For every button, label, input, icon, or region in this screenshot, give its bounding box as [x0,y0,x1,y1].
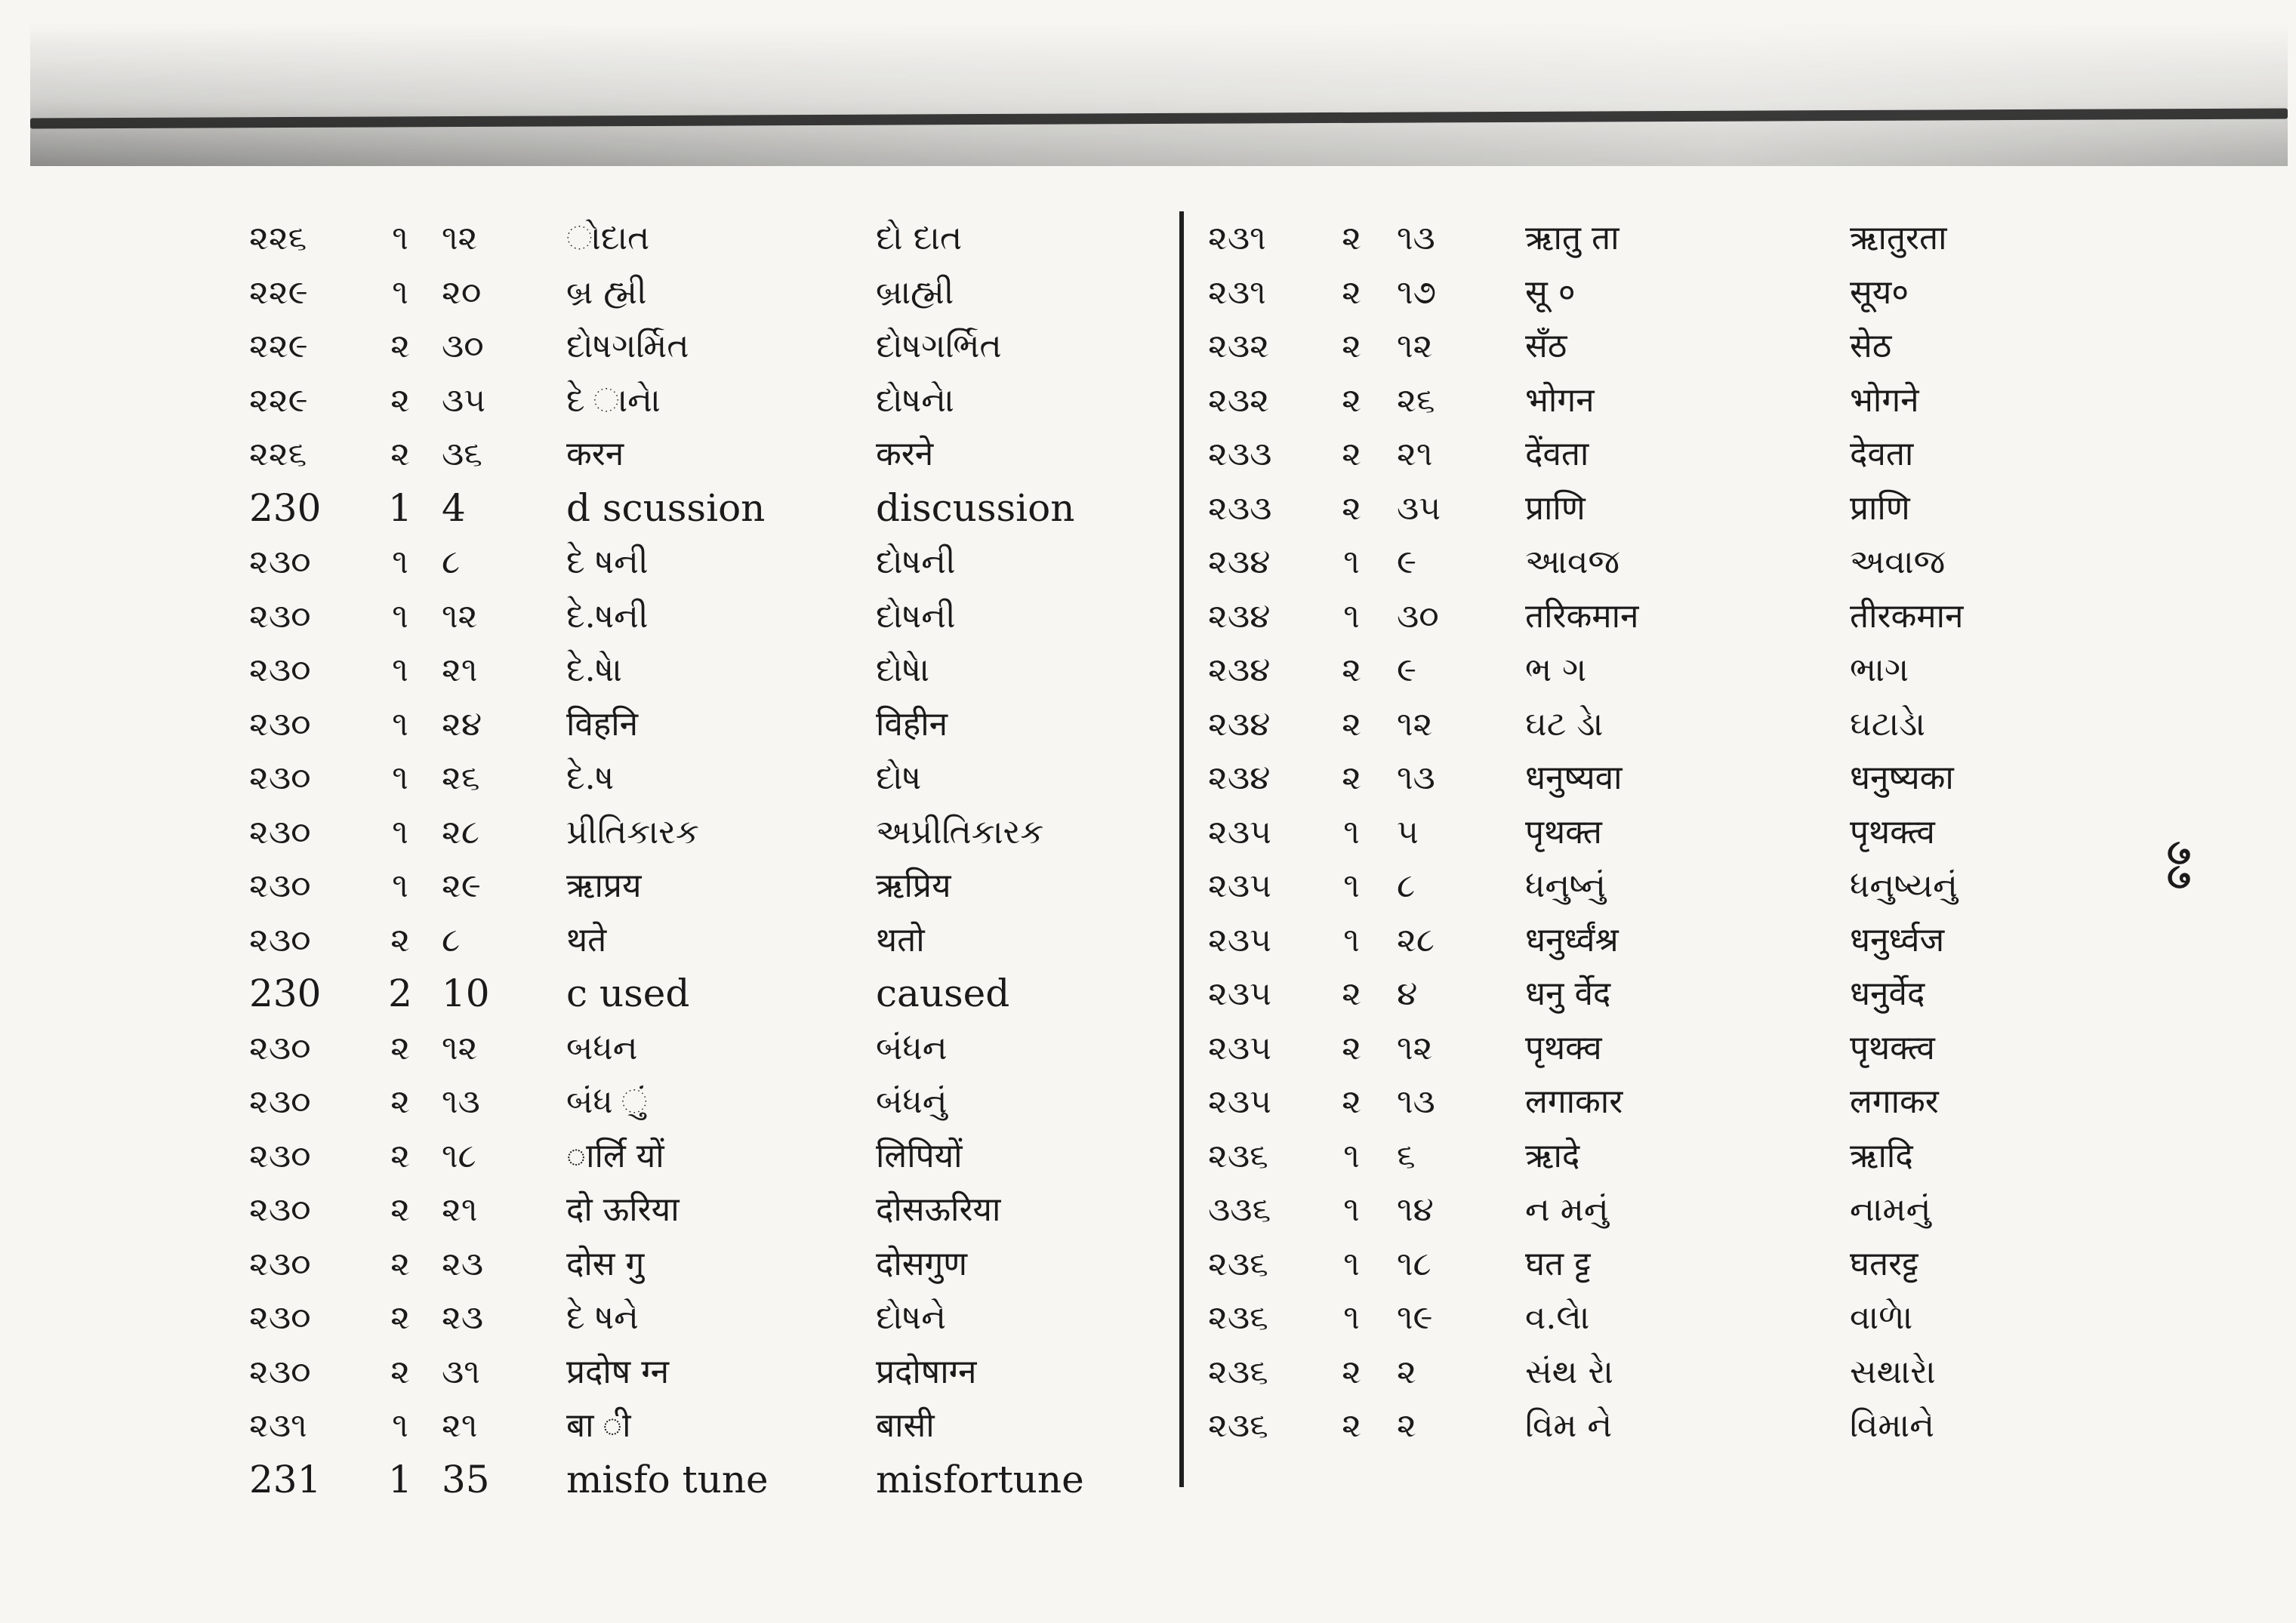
correct-text: misfortune [876,1457,1084,1501]
line-number-cell: ૩૫ [1397,488,1441,528]
line-number-cell: ૨૯ [442,867,481,905]
incorrect-text: d scussion [566,485,766,530]
page-number-cell: 231 [249,1457,322,1501]
page-number-cell: ૨૩૦ [249,1352,311,1391]
page-number-cell: ૨૩૪ [1208,704,1271,744]
line-number-cell: ૩૫ [442,380,486,420]
correct-text: વિમાને [1850,1406,1934,1445]
correct-text: ભાગ [1850,651,1909,689]
page-number-cell: ૨૩૦ [249,1244,311,1283]
page-number-cell: ૨૩૪ [1208,759,1271,797]
scan-shadow [30,23,2288,166]
correct-text: દોષગર્ભિત [876,327,1002,365]
page-number-cell: ૨૩૦ [249,1298,311,1337]
line-number-cell: ૧૨ [442,596,478,636]
line-number-cell: 10 [442,972,490,1015]
column-number-cell: ૧ [1343,1298,1360,1337]
correct-text: ऋप्रिय [876,867,951,905]
incorrect-text: દે ાનેા [566,380,661,420]
incorrect-text: तरिकमान [1525,596,1639,636]
page-number-cell: ૨૩૬ [1208,1352,1268,1391]
page-number-cell: ૨૩૬ [1208,1406,1268,1445]
incorrect-text: દે ષને [566,1298,639,1337]
line-number-cell: ૧૨ [1397,704,1433,744]
correct-text: બ્રાહ્મી [876,273,954,312]
correct-text: देवता [1850,435,1914,473]
correct-text: प्रदोषाग्न [876,1352,977,1391]
line-number-cell: ૧૨ [442,219,478,257]
incorrect-text: लगाकार [1525,1083,1623,1121]
line-number-cell: ૧૨ [442,1028,478,1067]
column-number-cell: ૧ [1343,1136,1360,1175]
line-number-cell: ૨૧ [442,651,478,689]
page-number-cell: ૨૩૪ [1208,651,1271,689]
incorrect-text: देंवता [1525,435,1589,473]
column-number-cell: ૧ [1343,920,1360,959]
line-number-cell: ૧૮ [1397,1244,1432,1283]
incorrect-text: c used [566,972,690,1015]
incorrect-text: धनुर्ध्वंश्र [1525,920,1619,959]
line-number-cell: ૨૪ [442,704,482,744]
column-number-cell: ૨ [1342,219,1361,257]
column-number-cell: ૨ [1342,1406,1361,1445]
page-number-cell: ૨૩૩ [1208,488,1272,528]
incorrect-text: भोगन [1525,380,1595,420]
line-number-cell: ૫ [1397,812,1419,852]
line-number-cell: ૨૧ [442,1406,478,1445]
column-number-cell: ૨ [390,1136,410,1175]
column-number-cell: ૨ [390,1190,410,1229]
line-number-cell: ૩૦ [1397,596,1439,636]
page-number-cell: 230 [249,485,322,530]
incorrect-text: बा ी [566,1406,631,1445]
correct-text: ધનુષ્યનું [1850,867,1958,905]
column-number-cell: ૨ [390,327,410,365]
correct-text: દોષની [876,596,956,636]
page-number-cell: ૨૩૦ [249,1083,311,1121]
page-number-cell: ૨૩૫ [1208,1083,1272,1121]
column-number-cell: ૨ [390,1298,410,1337]
correct-text: ऋादि [1850,1136,1913,1175]
correct-text: બંધનું [876,1083,948,1121]
column-number-cell: ૨ [390,1028,410,1067]
page-number-cell: ૨૩૦ [249,759,311,797]
line-number-cell: ૨૩ [442,1298,484,1337]
correct-text: caused [876,972,1010,1015]
page-number-cell: ૨૩૬ [1208,1244,1268,1283]
incorrect-text: બધન [566,1028,638,1067]
correct-text: तीरकमान [1850,596,1964,636]
column-number-cell: ૨ [1342,759,1361,797]
correct-text: discussion [876,485,1075,530]
incorrect-text: ऋातु ता [1525,219,1620,257]
correct-text: थतो [876,920,925,959]
incorrect-text: બ્ર હ્મી [566,273,647,312]
page-number-cell: ૨૩૦ [249,812,311,852]
incorrect-text: ઘટ ડેા [1525,704,1604,744]
column-number-cell: ૨ [1342,704,1361,744]
page-number-cell: ૨૩૦ [249,1136,311,1175]
correct-text: धनुष्यका [1850,759,1954,797]
column-number-cell: ૨ [1342,1083,1361,1121]
line-number-cell: ૧૩ [1397,219,1435,257]
column-number-cell: ૨ [390,1244,410,1283]
page-number-cell: 230 [249,972,322,1015]
page-number-cell: ૨૨૬ [249,435,307,473]
page-number-cell: ૨૩૦ [249,867,311,905]
incorrect-text: धनु र्वेद [1525,975,1611,1013]
line-number-cell: ૯ [1397,543,1417,581]
column-number-cell: ૨ [390,435,410,473]
page-number: ૭૭ [2159,841,2201,889]
correct-text: सेठ [1850,327,1892,365]
line-number-cell: ૧૭ [1397,273,1437,312]
page-number-cell: ૨૩૧ [249,1406,307,1445]
incorrect-text: વિમ ને [1525,1406,1613,1445]
page-number-cell: ૨૩૬ [1208,1136,1268,1175]
page-number-cell: ૨૩૫ [1208,1028,1272,1067]
correct-text: ઘટાડેા [1850,704,1926,744]
column-number-cell: ૨ [390,1083,410,1121]
line-number-cell: ૮ [442,543,461,581]
column-number-cell: ૨ [1342,488,1361,528]
line-number-cell: 4 [442,485,466,530]
line-number-cell: ૨૮ [442,812,480,852]
column-number-cell: ૧ [392,651,408,689]
page-number-cell: ૨૩૪ [1208,596,1271,636]
correct-text: દોષેા [876,651,929,689]
correct-text: અપ્રીતિકારક [876,812,1044,852]
incorrect-text: દોષગર્મિત [566,327,689,365]
page-number-cell: ૨૨૯ [249,380,308,420]
line-number-cell: ૪ [1397,975,1418,1013]
correct-text: लगाकर [1850,1083,1939,1121]
incorrect-text: પ્રીતિકારક [566,812,699,852]
correct-text: घतरट्ट [1850,1244,1918,1283]
column-number-cell: ૧ [392,273,408,312]
column-divider [1179,211,1184,1487]
line-number-cell: ૧૮ [442,1136,476,1175]
page-number-cell: ૨૩૫ [1208,975,1272,1013]
incorrect-text: આવજ [1525,543,1620,581]
line-number-cell: 35 [442,1457,490,1501]
incorrect-text: सू ० [1525,273,1576,312]
correct-text: दोसगुण [876,1244,968,1283]
line-number-cell: ૨૮ [1397,920,1435,959]
column-number-cell: 2 [388,972,412,1015]
page-number-cell: ૩૩૬ [1208,1190,1271,1229]
line-number-cell: ૨૦ [442,273,482,312]
line-number-cell: ૮ [442,920,461,959]
correct-text: દોષ [876,759,922,797]
incorrect-text: पृथक्व [1525,1028,1602,1067]
column-number-cell: 1 [388,485,412,530]
column-number-cell: ૧ [392,1406,408,1445]
column-number-cell: ૨ [1342,1352,1361,1391]
column-number-cell: ૧ [392,543,408,581]
incorrect-text: misfo tune [566,1457,769,1501]
line-number-cell: ૧૨ [1397,1028,1433,1067]
incorrect-text: सँठ [1525,327,1567,365]
correct-text: पृथक्त्व [1850,812,1935,852]
page-number-cell: ૨૩૫ [1208,812,1272,852]
column-number-cell: ૧ [1343,543,1360,581]
correct-text: ऋातुरता [1850,219,1947,257]
column-number-cell: ૧ [1343,867,1360,905]
line-number-cell: ૩૧ [442,1352,480,1391]
line-number-cell: ૨૬ [1397,380,1435,420]
correct-text: धनुर्ध्वज [1850,920,1945,959]
correct-text: विहीन [876,704,948,744]
column-number-cell: ૨ [1342,327,1361,365]
column-number-cell: ૨ [1342,1028,1361,1067]
correct-text: दोसऊरिया [876,1190,1001,1229]
column-number-cell: 1 [388,1457,412,1501]
line-number-cell: ૨૧ [442,1190,478,1229]
line-number-cell: ૩૬ [442,435,482,473]
incorrect-text: દે ષની [566,543,649,581]
page-number-cell: ૨૩૦ [249,920,311,959]
page-number-cell: ૨૩૬ [1208,1298,1268,1337]
column-number-cell: ૧ [1343,812,1360,852]
column-number-cell: ૧ [1343,1244,1360,1283]
line-number-cell: ૧૯ [1397,1298,1433,1337]
correct-text: पृथक्त्व [1850,1028,1935,1067]
column-number-cell: ૧ [392,759,408,797]
column-number-cell: ૧ [1343,1190,1360,1229]
correct-text: અવાજ [1850,543,1946,581]
correct-text: प्राणि [1850,488,1910,528]
incorrect-text: प्राणि [1525,488,1586,528]
line-number-cell: ૮ [1397,867,1416,905]
column-number-cell: ૨ [1342,975,1361,1013]
page-number-cell: ૨૩૨ [1208,327,1269,365]
column-number-cell: ૧ [392,596,408,636]
page-number-cell: ૨૨૯ [249,273,308,312]
page-number-cell: ૨૩૫ [1208,867,1272,905]
column-number-cell: ૧ [392,867,408,905]
line-number-cell: ૨૩ [442,1244,484,1283]
column-number-cell: ૨ [390,920,410,959]
incorrect-text: ધનુષ્નું [1525,867,1606,905]
page-number-cell: ૨૩૩ [1208,435,1272,473]
page-number-cell: ૨૩૦ [249,1028,311,1067]
page-number-cell: ૨૨૬ [249,219,307,257]
correct-text: सूय० [1850,273,1909,312]
column-number-cell: ૨ [390,380,410,420]
incorrect-text: ોદાત [566,219,650,257]
correct-text: लिपियों [876,1136,963,1175]
page-number-cell: ૨૩૦ [249,651,311,689]
incorrect-text: ભ ગ [1525,651,1587,689]
column-number-cell: ૨ [1342,651,1361,689]
page-number-cell: ૨૩૦ [249,596,311,636]
line-number-cell: ૧૩ [442,1083,480,1121]
line-number-cell: ૯ [1397,651,1417,689]
column-number-cell: ૨ [1342,273,1361,312]
incorrect-text: थते [566,920,607,959]
incorrect-text: प्रदोष ग्न [566,1352,669,1391]
correct-text: સથારેા [1850,1352,1936,1391]
line-number-cell: ૧૪ [1397,1190,1434,1229]
column-number-cell: ૧ [392,219,408,257]
incorrect-text: पृथक्त [1525,812,1602,852]
column-number-cell: ૨ [390,1352,410,1391]
column-number-cell: ૧ [392,704,408,744]
page-number-cell: ૨૩૧ [1208,219,1266,257]
correct-text: દોષને [876,1298,946,1337]
page-number-cell: ૨૨૯ [249,327,308,365]
incorrect-text: ન મનું [1525,1190,1609,1229]
page-number-cell: ૨૩૦ [249,704,311,744]
correct-text: धनुर्वेद [1850,975,1925,1013]
incorrect-text: ऋाप्रय [566,867,642,905]
incorrect-text: દે.ષની [566,596,649,636]
line-number-cell: ૨૬ [442,759,480,797]
page-number-cell: ૨૩૧ [1208,273,1266,312]
column-number-cell: ૨ [1342,435,1361,473]
incorrect-text: दोस गु [566,1244,645,1283]
line-number-cell: ૧૨ [1397,327,1433,365]
incorrect-text: ार्लि यों [566,1136,664,1175]
column-number-cell: ૧ [392,812,408,852]
correct-text: દોષનેા [876,380,954,420]
line-number-cell: ૨૧ [1397,435,1433,473]
line-number-cell: ૨ [1397,1406,1416,1445]
incorrect-text: દે.ષેા [566,651,622,689]
line-number-cell: ૧૩ [1397,1083,1435,1121]
page-number-cell: ૨૩૦ [249,1190,311,1229]
correct-text: भोगने [1850,380,1919,420]
line-number-cell: ૧૩ [1397,759,1435,797]
incorrect-text: સંથ રેા [1525,1352,1613,1391]
column-number-cell: ૨ [1342,380,1361,420]
correct-text: દોષની [876,543,956,581]
page-number-cell: ૨૩૪ [1208,543,1271,581]
incorrect-text: દે.ષ [566,759,615,797]
correct-text: करने [876,435,934,473]
correct-text: બંધન [876,1028,948,1067]
column-number-cell: ૧ [1343,596,1360,636]
line-number-cell: ૨ [1397,1352,1416,1391]
incorrect-text: ऋादे [1525,1136,1580,1175]
incorrect-text: घत ट्ट [1525,1244,1591,1283]
correct-text: નામનું [1850,1190,1931,1229]
correct-text: વાળેા [1850,1298,1913,1337]
incorrect-text: धनुष्यवा [1525,759,1623,797]
incorrect-text: विहनि [566,704,639,744]
correct-text: દો દાત [876,219,963,257]
incorrect-text: दो ऊरिया [566,1190,680,1229]
incorrect-text: करन [566,435,624,473]
incorrect-text: વ.લેા [1525,1298,1590,1337]
page-number-cell: ૨૩૨ [1208,380,1269,420]
line-number-cell: ૩૦ [442,327,484,365]
correct-text: बासी [876,1406,935,1445]
line-number-cell: ૬ [1397,1136,1416,1175]
page-number-cell: ૨૩૦ [249,543,311,581]
incorrect-text: બંધ ું [566,1083,648,1121]
page-number-cell: ૨૩૫ [1208,920,1272,959]
